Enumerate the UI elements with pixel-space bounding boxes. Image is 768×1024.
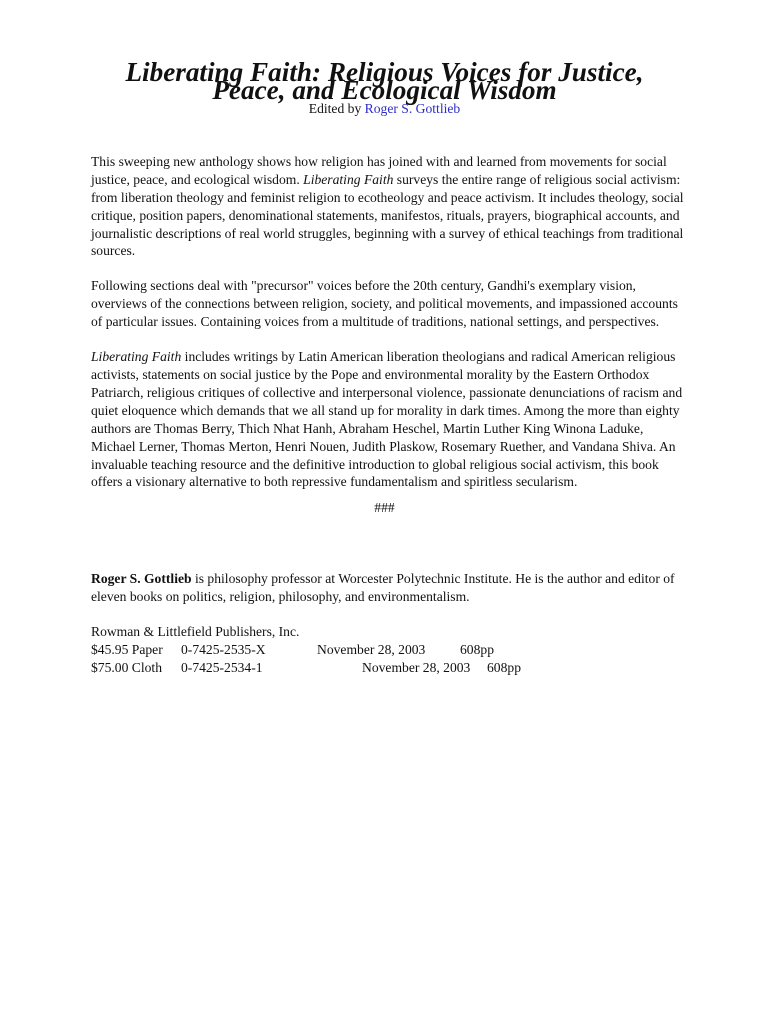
p3-book-title: Liberating Faith	[91, 349, 182, 365]
p1-book-title: Liberating Faith	[303, 171, 394, 187]
edition-isbn: 0-7425-2534-1	[181, 659, 263, 675]
description-paragraph-3	[91, 348, 691, 491]
p1-text-b: surveys the entire range of religious social activism: from liberation theology and feminist religion to ecotheology and peace activism. It includes theology, social critique, position papers, denominational statements, manifestos, rituals, prayers, biographical accounts, and journalistic descriptions of real world struggles, beginning with a survey of ethical teachings from traditional sources.	[91, 171, 684, 259]
editor-line	[91, 100, 678, 118]
author-name: Roger S. Gottlieb	[91, 571, 192, 587]
author-bio-text: is philosophy professor at Worcester Polytechnic Institute. He is the author and editor of eleven books on politics, religion, philosophy, and environmentalism.	[91, 571, 675, 605]
edition-date: November 28, 2003	[362, 659, 471, 675]
p1-text-a: This sweeping new anthology shows how religion has joined with and learned from movements for social justice, peace, and ecological wisdom.	[91, 153, 667, 187]
p3-text: includes writings by Latin American liberation theologians and radical American religious activists, statements on social justice by the Pope and environmental morality by the Eastern Orthodox Patriarch, religious critiques of collective and interpersonal violence, passionate denunciations of racism and quiet eloquence which demands that we all stand up for morality in dark times. Among the more than eighty authors are Thomas Berry, Thich Nhat Hanh, Abraham Heschel, Martin Luther King Winona Laduke, Michael Lerner, Thomas Merton, Henri Nouen, Judith Plaskow, Rosemary Ruether, and Vandana Shiva. An invaluable teaching resource and the definitive introduction to global religious social activism, this book offers a visionary alternative to both repressive fundamentalism and spiritless secularism.	[91, 349, 683, 490]
section-separator: ###	[374, 500, 395, 516]
author-bio	[91, 570, 691, 606]
document-page	[91, 57, 691, 677]
edition-price: $75.00 Cloth	[91, 659, 162, 675]
description-paragraph-2: Following sections deal with "precursor" voices before the 20th century, Gandhi's exemplary vision, overviews of the connections between religion, society, and political movements, and impassioned accounts of particular issues. Containing voices from a multitude of traditions, national settings, and perspectives.	[91, 278, 678, 330]
editor-prefix: Edited by	[308, 101, 365, 116]
edition-date: November 28, 2003	[317, 641, 426, 657]
edition-row-cloth	[91, 659, 691, 677]
edition-pages: 608pp	[460, 641, 494, 657]
document-title: Liberating Faith: Religious Voices for Justice, Peace, and Ecological Wisdom	[125, 57, 644, 105]
publisher-name: Rowman & Littlefield Publishers, Inc.	[91, 624, 300, 640]
edition-row-paper	[91, 641, 691, 659]
editor-name-link[interactable]: Roger S. Gottlieb	[364, 101, 461, 116]
description-paragraph-1	[91, 153, 691, 260]
edition-pages: 608pp	[487, 659, 521, 675]
edition-isbn: 0-7425-2535-X	[181, 641, 266, 657]
edition-price: $45.95 Paper	[91, 641, 163, 657]
